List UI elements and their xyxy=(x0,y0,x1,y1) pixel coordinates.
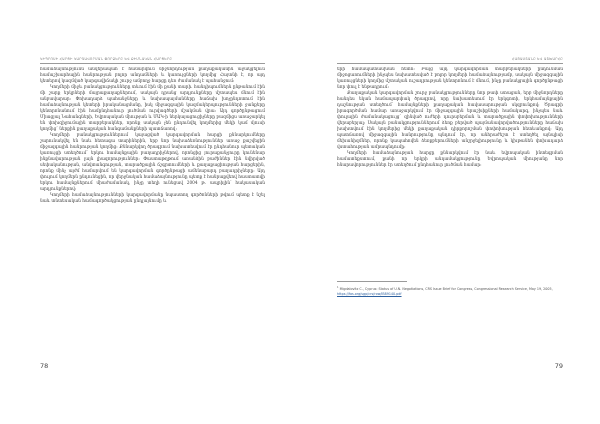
right-page xyxy=(300,0,600,424)
body-text-right xyxy=(337,67,563,276)
header-rule-right xyxy=(337,63,563,64)
paragraph: Քաղաքական կարգավորման շուրջ բանակցությունները նոր թափ ստացան, երբ միջնորդները հանդես եկան համապարփակ ծրագրով, որը նախատեսում էր երկգոտի, երկհամայնքային դաշնության ստեղծում՝ համայնքների քաղաքական հավասարության սկզբունքով: Ծրագրի իրագործման համար առաջարկվում էր միջազգային երաշխիքների համակարգ, ինչպես նաև փուլային ժամանակացույց՝ զինված ուժերի դուրսբերման և տարածքային փոփոխությունների վերաբերյալ: Սակայն բանակցություններում ձեռք բերված պայմանավորվածությունները հաճախ խախտվում էին կողմերից մեկի քաղաքական դիրքորոշման փոփոխության հետևանքով: Այդ պատճառով միջազգային հանրությունը պնդում էր, որ անհրաժեշտ է ստեղծել այնպիսի մեխանիզմներ, որոնք կապահովեն ձեռքբերումների անշրջելիությունը և կխթանեն փոխադարձ վստահության ամրապնդումը: xyxy=(337,91,563,150)
paragraph: համաձայնությունն անվերապահ է համարվում միջնորդության քաղաքականին աջակցելուն համաշխարհային հանրության բոլոր անդամների և կառույցների կողմից Հայտնի է, որ այդ կետերով կազմված կարգավիճակի շուրջ ամբողջ հարցը դեռ ժամանակ է պահանջում: xyxy=(40,67,265,84)
paragraph: Կողմերի համաձայնության հարցը քննարկվում էր նաև եվրոպական ինտեգրման համատեքստում, քանի որ երկրի անդամակցությունը Եվրոպական միությանը նոր հնարավորություններ էր ստեղծում ընդհանուր լուծման համար: xyxy=(337,151,563,168)
paragraph: Կողմերի համաձայնությունների կարգավորմանը նպաստող գործոնների թվում պետք է նշել նաև տնտեսական համագործակցության ընդլայնումը և xyxy=(40,193,265,204)
page-number-right: 79 xyxy=(554,362,563,370)
footnote-text: Migdalovitz C., Cyprus: Status of U.N. Negotiations, CRS Issue Brief for Congress, Congressional Research Service, May 19, 2005, xyxy=(339,287,553,292)
footnote-link[interactable]: https://fas.org/sgp/crs/row/IB89140.pdf xyxy=(337,292,402,297)
page-number-left: 78 xyxy=(40,362,49,370)
paragraph: Կողմերի բանակցություններում կայացված կարգավորման հարցի քննարկումները շարունակվել են նաև հետագա տարիներին, երբ նոր նախաձեռնություններ առաջ քաշվեցին միջազգային հանրության կողմից: Քննարկվող ծրագրում նախատեսվում էր ընդհանուր պետական կառույցի ստեղծում՝ երկու համայնքային բաղադրիչներով, որոնցից յուրաքանչյուրը կունենար ինքնավարության լայն լիազորություններ: Փաստաթղթում առանձին բաժիններ էին նվիրված սեփականության, անվտանգության, տարածքային ճշգրտումների և քաղաքացիության հարցերին, որոնք մինչ այժմ համարվում են կարգավորման գործընթացի ամենաբարդ բաղադրիչները: Այդ փուլում կողմերն ընդունեցին, որ վերջնական համաձայնությունը պետք է հանրաքվեով հաստատվի երկու համայնքներում միաժամանակ, ինչը տեղի ունեցավ 2004 թ. ապրիլին՝ հակասական արդյունքներով: xyxy=(40,133,265,192)
paragraph: երի համապատասխան հետո: Բայց այդ կարգավորման տարբերակների ընդունման միջոցառումների ինչպես նախատեսված է բոլոր կողմերի համաձայնությամբ, սակայն միջազգային կառույցների կողմից մշտական ուշադրության կենտրոնում է մնում, ինչը բանակցային գործընթացի նոր փուլ է ենթադրում: xyxy=(337,67,563,90)
running-head-left: ԿԻՊՐՈՍԻ ՀԱՐՑԻ ԿԱՐԳԱՎՈՐՄԱՆ ՓՈՐՁԵՐԸ ԵՎ ՔԻՄՆԱԿԱՆ ՀԱՐՑԵՐԸ xyxy=(40,57,173,61)
footnote-number: 1 xyxy=(337,286,339,289)
footnote-rule xyxy=(337,281,407,282)
header-rule-left xyxy=(40,63,265,64)
running-head-right: ՀԱՅԱՍՏԱՆԸ ԵՎ ԱՇԽԱՐՀԸ xyxy=(512,57,563,61)
footnote xyxy=(337,285,563,297)
body-text-left xyxy=(40,67,265,363)
paragraph: Կողմերի միջև բանակցությունները տևում էին մի քանի տարի. հանդիպումներն ընթանում էին մի շարք երկրների մայրաքաղաքներում, սակայն դրանց արդյունքները մշտապես մնում էին անբավարար: Փոխադարձ պահանջները և նախապայմանները հաճախ խոչընդոտում էին համաձայնության կետերի իրականացմանը, իսկ միջազգային կազմակերպությունների ջանքերը կենտրոնանում էին համընդհանուր լուծման ուրվագծերի մշակման վրա: Այդ գործընթացում Միացյալ Նահանգների, Եվրոպական միության և ՄԱԿ-ի ներկայացուցիչները բազմիցս առաջարկել են փոխզիջումային տարբերակներ, որոնք սակայն չեն ընդունվել կողմերից մեկի կամ մյուսի կողմից՝ ներքին քաղաքական հանգամանքների պատճառով: xyxy=(40,85,265,132)
